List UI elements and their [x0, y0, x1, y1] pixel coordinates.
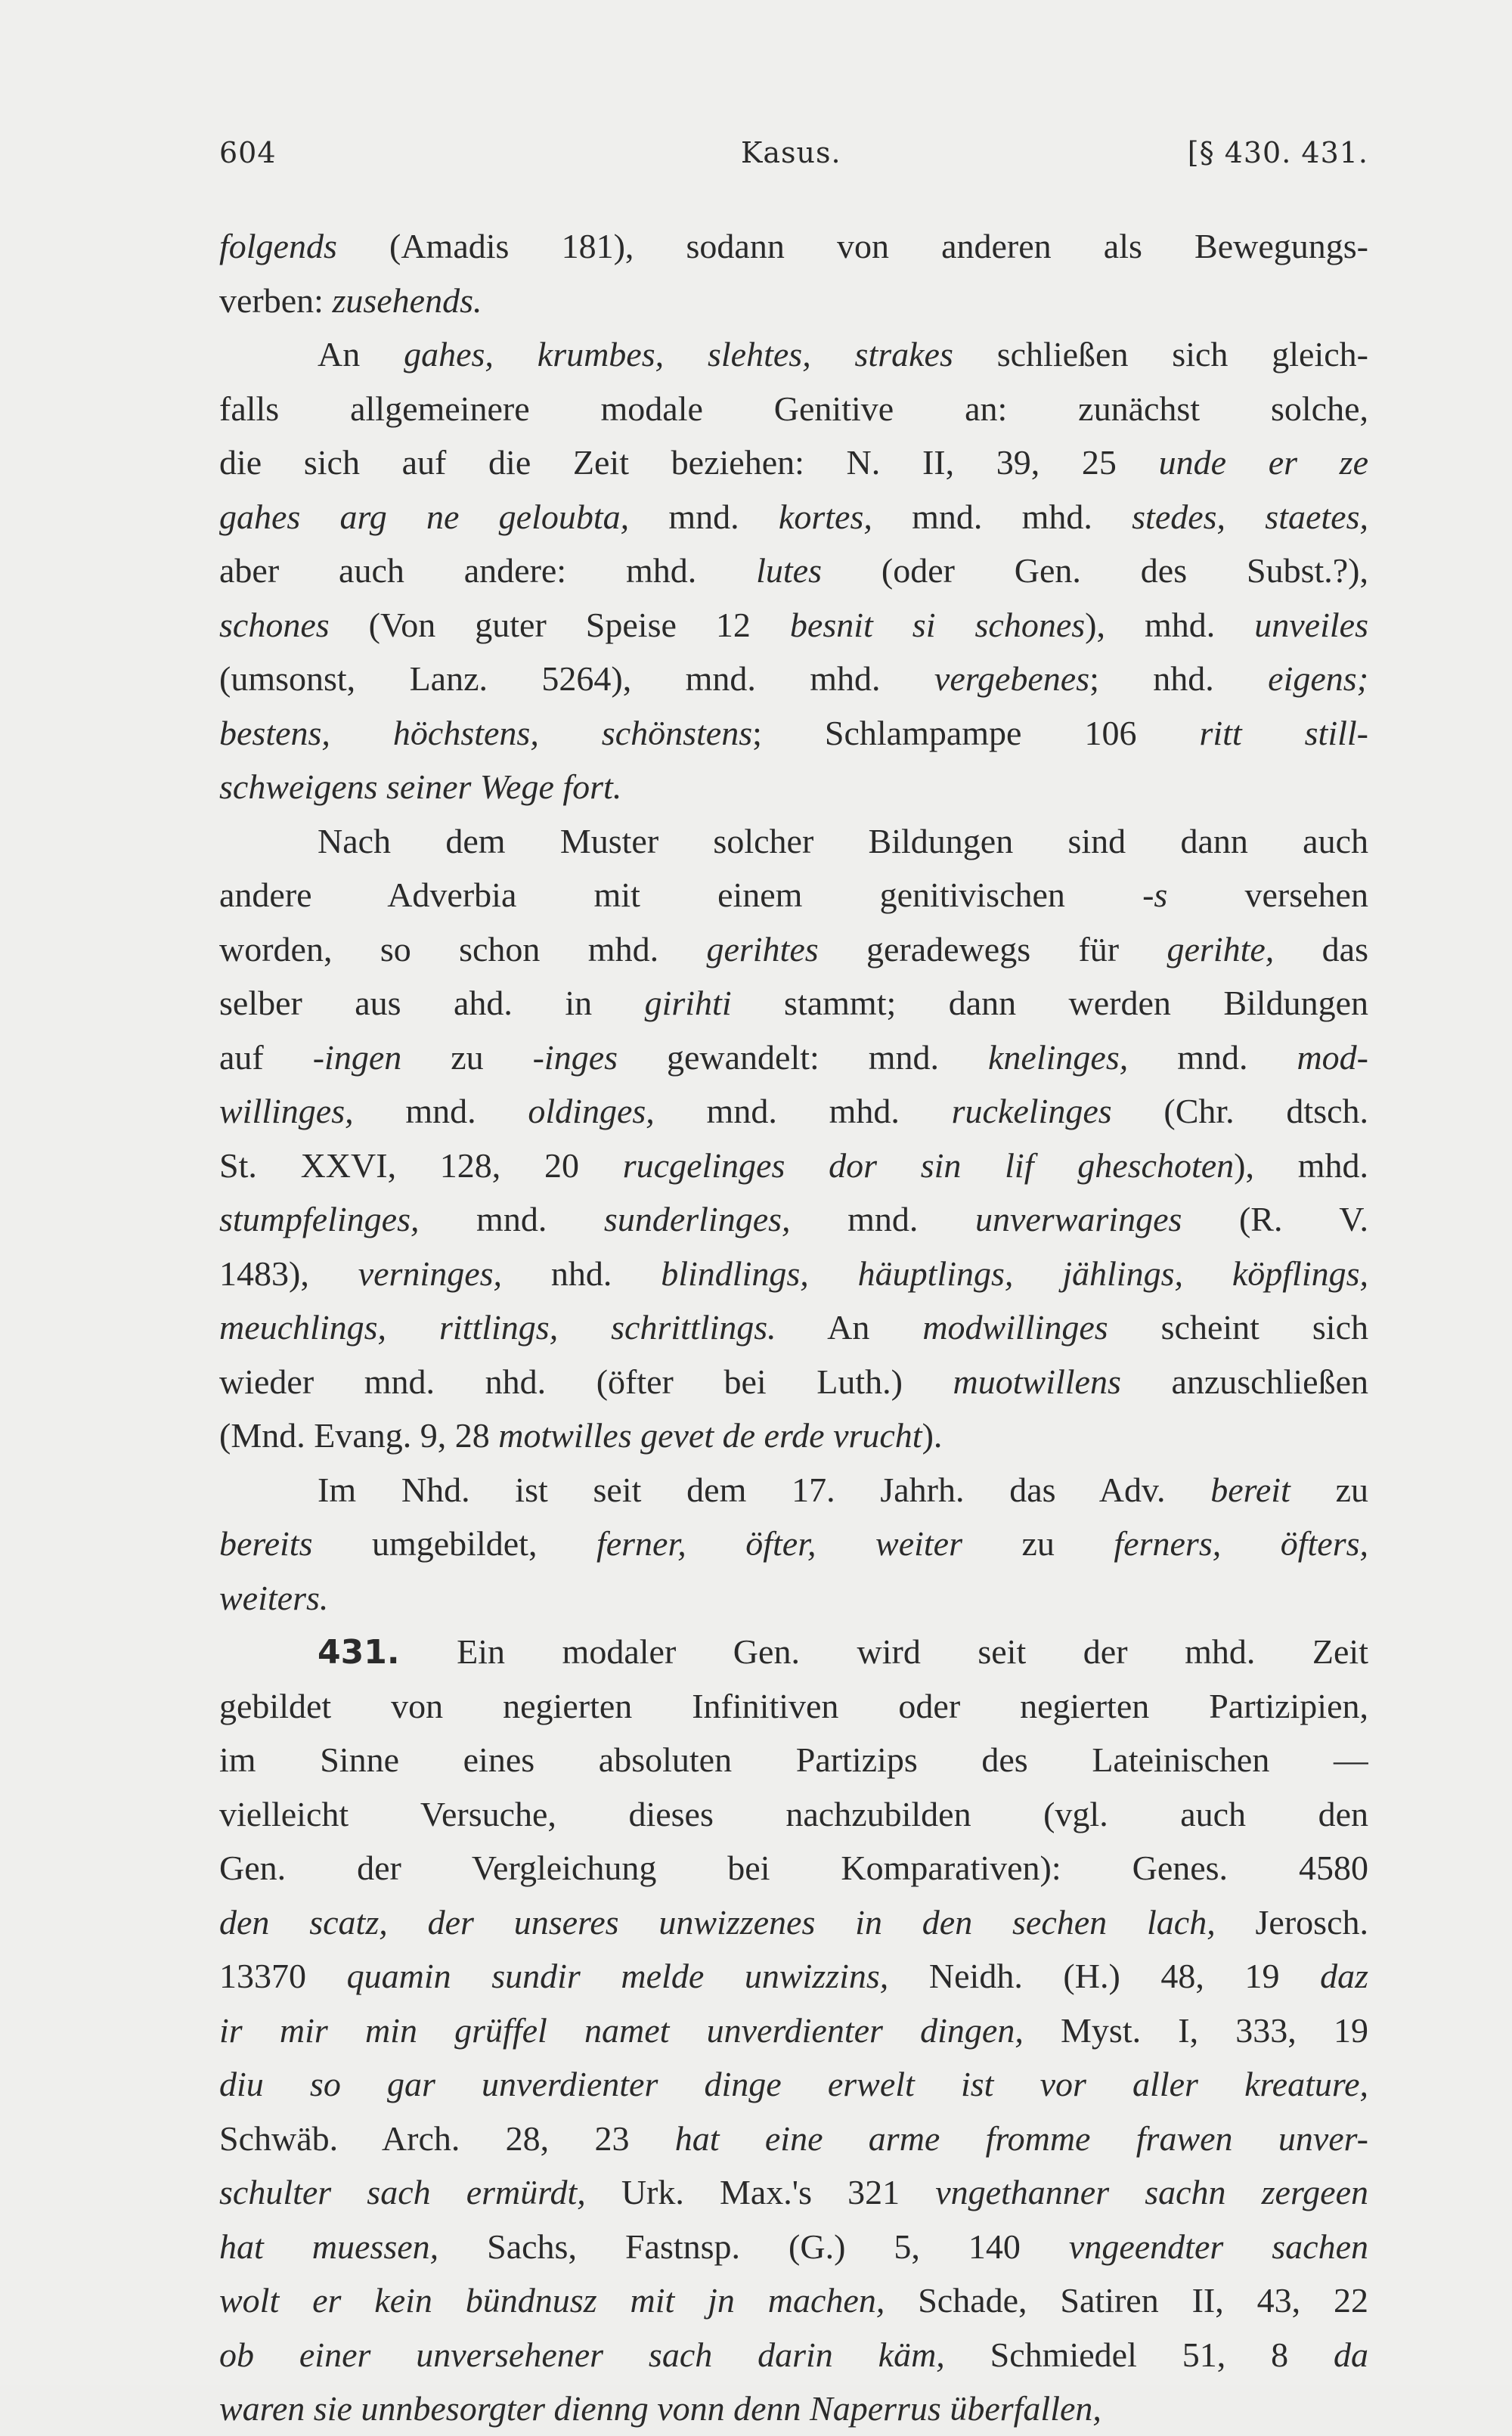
- text-line: [219, 922, 1368, 977]
- italic-text: motwilles gevet de erde vrucht: [498, 1416, 922, 1455]
- text-segment: versehen: [1167, 876, 1368, 914]
- text-segment: wieder mnd. nhd. (öfter bei Luth.): [219, 1362, 953, 1401]
- italic-text: -ingen: [312, 1037, 402, 1077]
- italic-text: besnit si schones: [789, 605, 1086, 644]
- text-segment: ; nhd.: [1089, 659, 1269, 698]
- italic-text: bereit: [1210, 1470, 1290, 1509]
- text-line: [219, 868, 1368, 922]
- text-line: [219, 1463, 1368, 1517]
- text-segment: Ein modaler Gen. wird seit der mhd. Zeit: [399, 1632, 1368, 1671]
- text-segment: selber aus ahd. in: [219, 984, 645, 1022]
- text-segment: verben:: [219, 280, 333, 320]
- italic-text: ferners, öfters,: [1114, 1524, 1368, 1563]
- text-line: [219, 274, 1368, 328]
- italic-text: ritt still-: [1199, 713, 1368, 752]
- text-segment: ).: [922, 1416, 943, 1455]
- italic-text: vngeendter sachen: [1068, 2227, 1368, 2266]
- italic-text: unveiles: [1254, 605, 1368, 644]
- page-number: 604: [219, 136, 277, 169]
- italic-text: eigens;: [1268, 659, 1368, 698]
- italic-text: weiters.: [219, 1578, 329, 1617]
- italic-text: verninges,: [358, 1254, 503, 1293]
- text-body: [219, 219, 1368, 2436]
- italic-text: wolt er kein bündnusz mit jn machen,: [219, 2281, 885, 2320]
- text-segment: Myst. I, 333, 19: [1023, 2010, 1368, 2050]
- text-segment: nhd.: [502, 1254, 662, 1293]
- italic-text: zusehends.: [332, 280, 482, 320]
- italic-text: schulter sach ermürdt,: [219, 2173, 586, 2211]
- text-line: [219, 1084, 1368, 1139]
- italic-text: quamin sundir melde unwizzins,: [346, 1957, 889, 1995]
- italic-text: unverwaringes: [974, 1200, 1182, 1238]
- text-line: [219, 2382, 1368, 2436]
- text-segment: mnd. mhd.: [872, 497, 1132, 536]
- text-line: [219, 490, 1368, 544]
- text-line: [219, 598, 1368, 652]
- italic-text: ruckelinges: [951, 1092, 1112, 1130]
- text-line: [219, 2112, 1368, 2166]
- text-line: [219, 706, 1368, 761]
- text-line: [219, 1030, 1368, 1085]
- text-segment: vielleicht Versuche, dieses nachzubilden (vgl. auch den: [219, 1794, 1368, 1833]
- text-segment: zu: [401, 1037, 533, 1077]
- text-line: [219, 2328, 1368, 2382]
- italic-text: muotwillens: [953, 1362, 1121, 1401]
- text-line: [219, 1355, 1368, 1409]
- text-segment: anzuschließen: [1120, 1362, 1368, 1401]
- text-line: [219, 1300, 1368, 1355]
- text-line: [219, 219, 1368, 274]
- italic-text: modwillinges: [922, 1308, 1108, 1347]
- text-segment: Schmiedel 51, 8: [944, 2335, 1334, 2374]
- italic-text: sunderlinges,: [603, 1200, 791, 1238]
- section-reference: [§ 430. 431.: [1187, 136, 1368, 169]
- text-segment: (Amadis 181), sodann von anderen als Bewegungs-: [336, 227, 1368, 265]
- text-segment: ), mhd.: [1234, 1145, 1368, 1185]
- text-segment: Im Nhd. ist seit dem 17. Jahrh. das Adv.: [318, 1470, 1211, 1509]
- italic-text: girihti: [644, 984, 732, 1022]
- italic-text: ferner, öfter, weiter: [596, 1524, 962, 1563]
- italic-text: stedes, staetes,: [1132, 497, 1368, 536]
- text-segment: die sich auf die Zeit beziehen: N. II, 39, 25: [219, 443, 1159, 482]
- italic-text: schweigens seiner Wege fort.: [219, 767, 622, 806]
- text-segment: falls allgemeinere modale Genitive an: zunächst solche,: [219, 389, 1368, 428]
- section-number: 431.: [318, 1633, 400, 1672]
- italic-text: diu so gar unverdienter dinge erwelt ist vor aller kreature,: [219, 2065, 1368, 2103]
- text-segment: schließen sich gleich-: [953, 335, 1368, 373]
- italic-text: -inges: [532, 1037, 618, 1077]
- text-line: [219, 1787, 1368, 1842]
- text-segment: auf: [219, 1037, 313, 1077]
- italic-text: gahes arg ne geloubta,: [219, 497, 630, 536]
- italic-text: willinges,: [219, 1092, 354, 1130]
- italic-text: -s: [1142, 876, 1168, 914]
- text-line: [219, 1949, 1368, 2004]
- text-line: [219, 1139, 1368, 1193]
- text-segment: St. XXVI, 128, 20: [219, 1145, 623, 1185]
- text-segment: geradewegs für: [818, 929, 1167, 969]
- text-segment: Gen. der Vergleichung bei Komparativen): Genes. 4580: [219, 1849, 1368, 1887]
- italic-text: schones: [219, 605, 330, 644]
- italic-text: bereits: [219, 1524, 313, 1563]
- text-segment: gewandelt: mnd.: [618, 1037, 989, 1077]
- text-segment: (umsonst, Lanz. 5264), mnd. mhd.: [219, 659, 934, 698]
- text-line: [219, 2057, 1368, 2112]
- text-line: [219, 2273, 1368, 2328]
- text-segment: An: [776, 1308, 923, 1347]
- text-segment: 13370: [219, 1957, 347, 1995]
- text-segment: das: [1274, 929, 1368, 969]
- text-line: [219, 1517, 1368, 1571]
- text-line: [219, 814, 1368, 869]
- text-segment: ; Schlampampe 106: [752, 713, 1200, 752]
- text-segment: stammt; dann werden Bildungen: [731, 984, 1368, 1022]
- text-segment: umgebildet,: [312, 1524, 596, 1563]
- text-segment: (oder Gen. des Subst.?),: [822, 551, 1368, 590]
- text-segment: mnd.: [629, 497, 779, 536]
- text-line: [219, 435, 1368, 490]
- text-segment: mnd.: [1128, 1037, 1297, 1077]
- text-segment: mnd.: [353, 1092, 528, 1130]
- text-segment: Schade, Satiren II, 43, 22: [885, 2281, 1368, 2320]
- italic-text: vergebenes: [934, 659, 1090, 698]
- text-segment: (Chr. dtsch.: [1111, 1092, 1368, 1130]
- text-line: [219, 1841, 1368, 1895]
- running-header: [219, 136, 1368, 174]
- text-line: [219, 976, 1368, 1030]
- text-line: [219, 382, 1368, 436]
- italic-text: mod-: [1297, 1037, 1368, 1077]
- italic-text: lutes: [756, 551, 822, 590]
- italic-text: hat eine arme fromme frawen unver-: [674, 2118, 1368, 2158]
- text-line: [219, 1895, 1368, 1950]
- text-segment: 1483),: [219, 1254, 358, 1293]
- italic-text: bestens, höchstens, schönstens: [219, 713, 753, 752]
- italic-text: waren sie unnbesorgter dienng vonn denn Naperrus überfallen,: [219, 2389, 1101, 2428]
- italic-text: stumpfelinges,: [219, 1200, 420, 1238]
- italic-text: kortes,: [778, 497, 872, 536]
- text-segment: ), mhd.: [1085, 605, 1255, 644]
- italic-text: rucgelinges dor sin lif gheschoten: [622, 1145, 1235, 1185]
- text-line: [219, 1733, 1368, 1787]
- italic-text: da: [1333, 2335, 1368, 2374]
- text-segment: andere Adverbia mit einem genitivischen: [219, 876, 1143, 914]
- text-segment: mnd. mhd.: [654, 1092, 952, 1130]
- text-segment: An: [318, 335, 404, 373]
- italic-text: oldinges,: [528, 1092, 655, 1130]
- text-line: [219, 1571, 1368, 1626]
- text-line: [219, 544, 1368, 598]
- text-line: [219, 760, 1368, 814]
- text-segment: Jerosch.: [1215, 1902, 1368, 1942]
- text-segment: aber auch andere: mhd.: [219, 551, 757, 590]
- text-segment: (Mnd. Evang. 9, 28: [219, 1416, 499, 1455]
- text-segment: (Von guter Speise 12: [329, 605, 790, 644]
- text-line: [219, 1192, 1368, 1247]
- text-segment: Nach dem Muster solcher Bildungen sind dann auch: [318, 821, 1368, 860]
- italic-text: knelinges,: [988, 1037, 1129, 1077]
- text-line: [219, 2220, 1368, 2274]
- text-line: [219, 1247, 1368, 1301]
- italic-text: folgends: [219, 227, 337, 265]
- italic-text: gerihte,: [1167, 929, 1275, 969]
- text-line: [219, 2004, 1368, 2058]
- text-line: [219, 1679, 1368, 1734]
- text-segment: scheint sich: [1108, 1308, 1368, 1347]
- italic-text: gahes, krumbes, slehtes, strakes: [404, 335, 953, 373]
- text-segment: worden, so schon mhd.: [219, 929, 707, 969]
- text-segment: Neidh. (H.) 48, 19: [888, 1957, 1321, 1995]
- italic-text: hat muessen,: [219, 2227, 439, 2266]
- text-line: [219, 652, 1368, 706]
- text-line: [219, 1625, 1368, 1679]
- italic-text: ir mir min grüffel namet unverdienter dingen,: [219, 2010, 1024, 2050]
- text-segment: (R. V.: [1182, 1200, 1368, 1238]
- text-segment: Sachs, Fastnsp. (G.) 5, 140: [438, 2227, 1069, 2266]
- text-segment: Schwäb. Arch. 28, 23: [219, 2118, 675, 2158]
- text-segment: mnd.: [790, 1200, 975, 1238]
- italic-text: gerihtes: [706, 929, 819, 969]
- italic-text: unde er ze: [1158, 443, 1368, 482]
- text-segment: Urk. Max.'s 321: [585, 2173, 936, 2211]
- running-title: Kasus.: [741, 136, 841, 169]
- text-line: [219, 2165, 1368, 2220]
- text-segment: im Sinne eines absoluten Partizips des Lateinischen —: [219, 1740, 1368, 1779]
- text-segment: zu: [962, 1524, 1114, 1563]
- italic-text: vngethanner sachn zergeen: [935, 2173, 1368, 2211]
- italic-text: meuchlings, rittlings, schrittlings.: [219, 1308, 776, 1347]
- text-line: [219, 327, 1368, 382]
- text-segment: gebildet von negierten Infinitiven oder negierten Partizipien,: [219, 1686, 1368, 1725]
- italic-text: den scatz, der unseres unwizzenes in den sechen lach,: [219, 1902, 1216, 1942]
- italic-text: daz: [1320, 1957, 1368, 1995]
- text-line: [219, 1409, 1368, 1463]
- text-segment: zu: [1290, 1470, 1368, 1509]
- text-segment: mnd.: [419, 1200, 604, 1238]
- italic-text: ob einer unversehener sach darin käm,: [219, 2335, 945, 2374]
- italic-text: blindlings, häuptlings, jählings, köpflings,: [661, 1254, 1368, 1293]
